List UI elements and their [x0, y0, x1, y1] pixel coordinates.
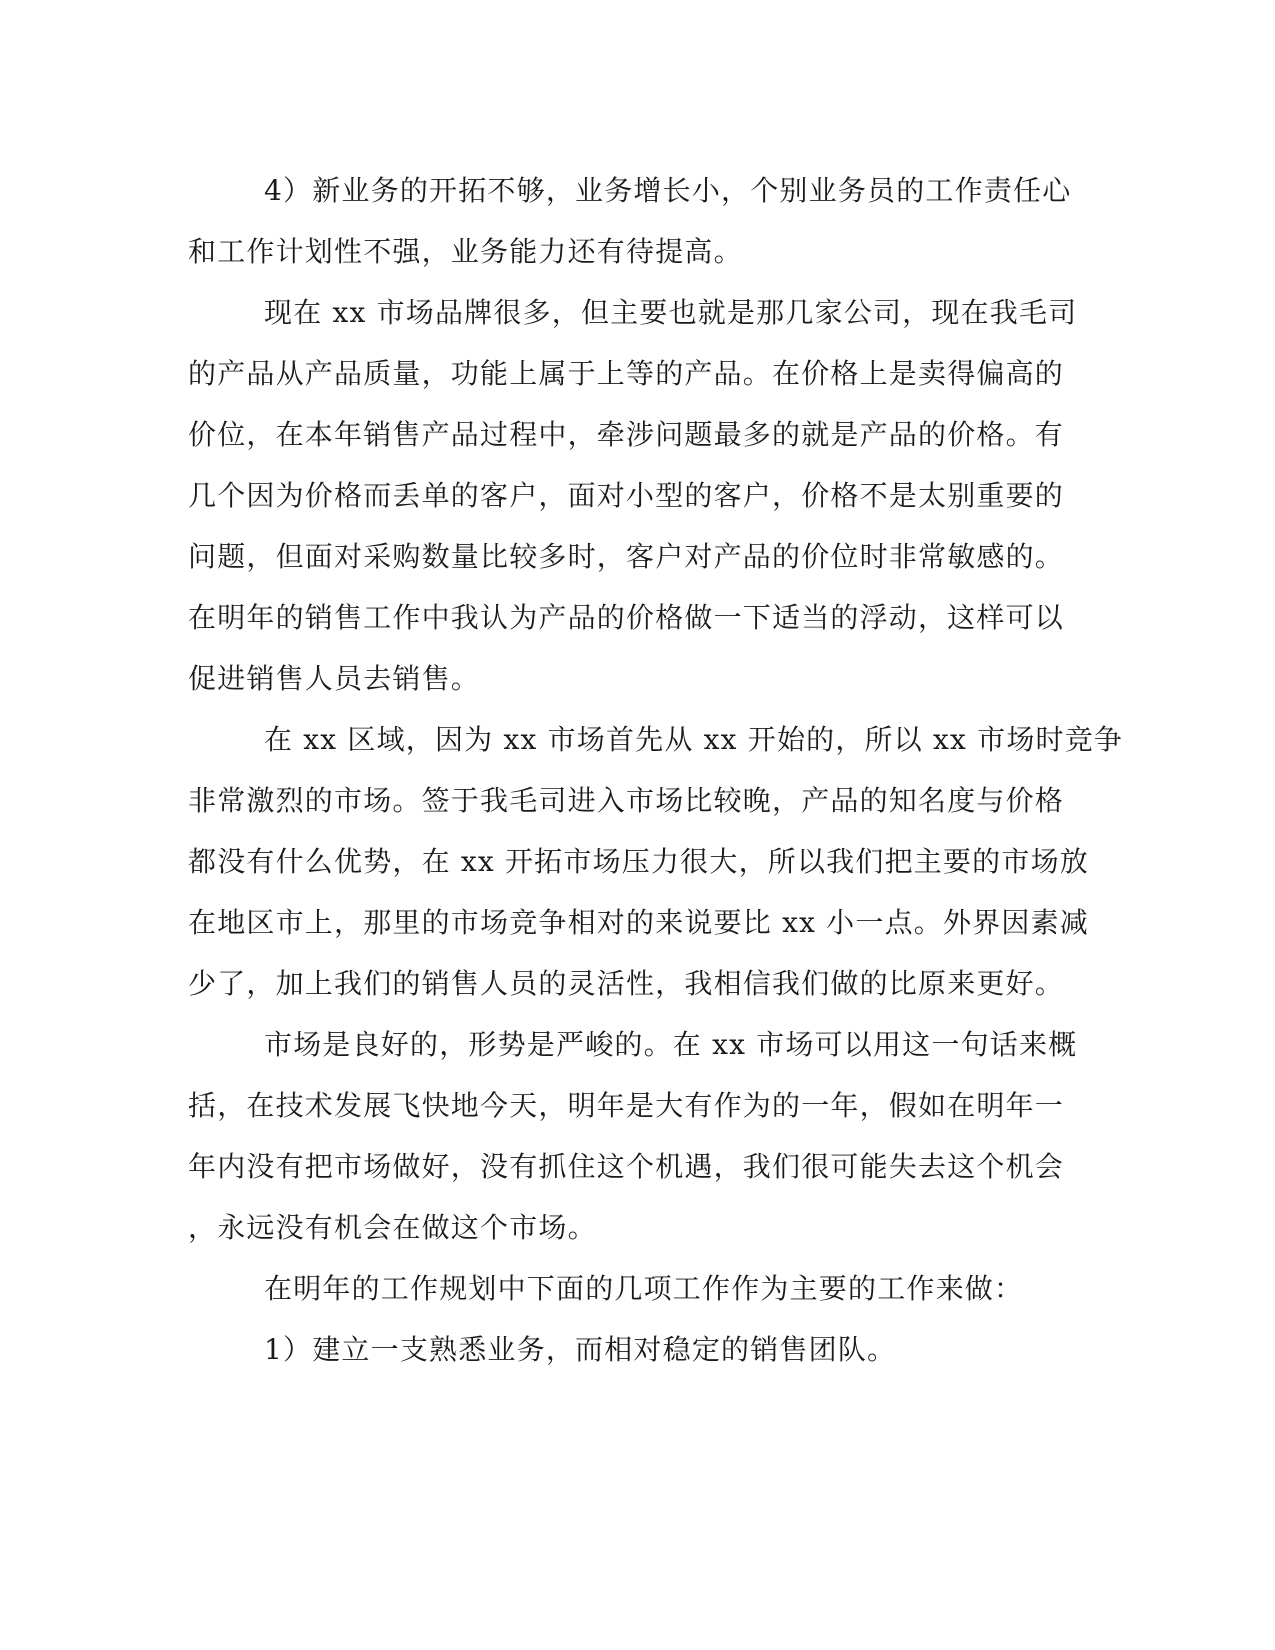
paragraph-line: 促进销售人员去销售。	[188, 662, 481, 695]
paragraph-line: 少了，加上我们的销售人员的灵活性，我相信我们做的比原来更好。	[188, 967, 1065, 1000]
paragraph-line: 非常激烈的市场。签于我毛司进入市场比较晚，产品的知名度与价格	[188, 784, 1065, 817]
paragraph-line: 和工作计划性不强，业务能力还有待提高。	[188, 235, 743, 268]
paragraph-line: 括，在技术发展飞快地今天，明年是大有作为的一年，假如在明年一	[188, 1089, 1065, 1122]
paragraph-line: 在地区市上，那里的市场竞争相对的来说要比 xx 小一点。外界因素减	[188, 906, 1089, 939]
document-body	[188, 160, 1124, 1380]
list-item: 1）建立一支熟悉业务，而相对稳定的销售团队。	[264, 1333, 897, 1366]
paragraph-line: 在 xx 区域，因为 xx 市场首先从 xx 开始的，所以 xx 市场时竞争	[264, 723, 1124, 756]
paragraph-line: 几个因为价格而丢单的客户，面对小型的客户，价格不是太别重要的	[188, 479, 1065, 512]
paragraph-line: 4）新业务的开拓不够，业务增长小，个别业务员的工作责任心	[264, 174, 1072, 207]
paragraph-line: 都没有什么优势，在 xx 开拓市场压力很大，所以我们把主要的市场放	[188, 845, 1089, 878]
paragraph-line: 现在 xx 市场品牌很多，但主要也就是那几家公司，现在我毛司	[264, 296, 1078, 329]
paragraph-line: 市场是良好的，形势是严峻的。在 xx 市场可以用这一句话来概	[264, 1028, 1078, 1061]
paragraph-line: 问题，但面对采购数量比较多时，客户对产品的价位时非常敏感的。	[188, 540, 1065, 573]
paragraph-line: ，永远没有机会在做这个市场。	[188, 1211, 597, 1244]
paragraph-line: 价位，在本年销售产品过程中，牵涉问题最多的就是产品的价格。有	[188, 418, 1065, 451]
paragraph-line: 年内没有把市场做好，没有抓住这个机遇，我们很可能失去这个机会	[188, 1150, 1065, 1183]
paragraph-line: 在明年的销售工作中我认为产品的价格做一下适当的浮动，这样可以	[188, 601, 1065, 634]
paragraph-line: 的产品从产品质量，功能上属于上等的产品。在价格上是卖得偏高的	[188, 357, 1065, 390]
paragraph-line: 在明年的工作规划中下面的几项工作作为主要的工作来做：	[264, 1272, 1024, 1305]
